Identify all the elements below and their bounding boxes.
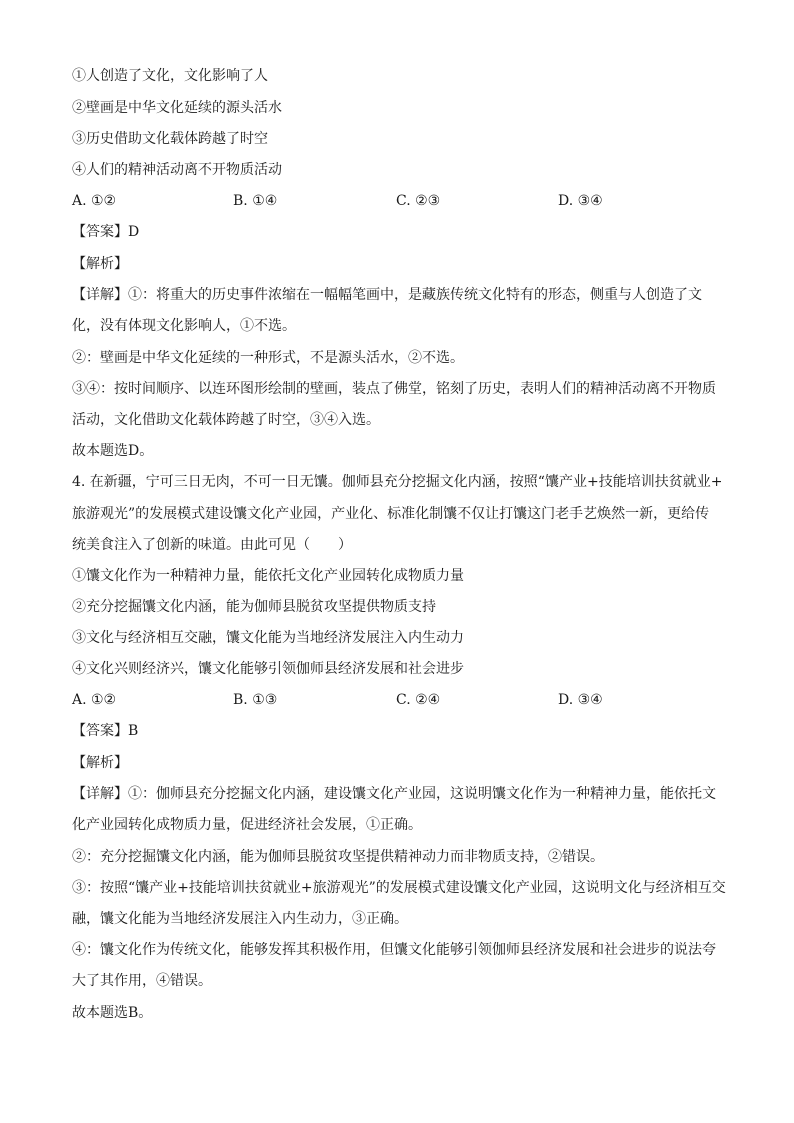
- q4-conclusion: 故本题选B。: [72, 1005, 153, 1021]
- q4-detail-line: 【详解】①：伽师县充分挖掘文化内涵，建设馕文化产业园，这说明馕文化作为一种精神力量，能依托文: [72, 786, 716, 802]
- q4-option-4: ④文化兴则经济兴，馕文化能够引领伽师县经济发展和社会进步: [72, 661, 464, 677]
- q4-option-2: ②充分挖掘馕文化内涵，能为伽师县脱贫攻坚提供物质支持: [72, 599, 436, 615]
- q3-choice-b: B. ①④: [233, 193, 278, 209]
- q3-answer: 【答案】D: [72, 224, 140, 240]
- q3-detail-line: 活动，文化借助文化载体跨越了时空，③④入选。: [72, 412, 380, 428]
- q3-choices: [72, 191, 732, 211]
- q4-detail-line: ④：馕文化作为传统文化，能够发挥其积极作用，但馕文化能够引领伽师县经济发展和社会进步的说法夸: [72, 942, 716, 958]
- q4-detail-line: ③：按照“馕产业+技能培训扶贫就业+旅游观光”的发展模式建设馕文化产业园，这说明文化与经济相互交: [72, 880, 726, 896]
- q4-choice-c: C. ②④: [396, 692, 441, 708]
- q3-option-1: ①人创造了文化，文化影响了人: [72, 68, 268, 84]
- q3-conclusion: 故本题选D。: [72, 443, 154, 459]
- q3-option-3: ③历史借助文化载体跨越了时空: [72, 131, 268, 147]
- q4-option-1: ①馕文化作为一种精神力量，能依托文化产业园转化成物质力量: [72, 568, 464, 584]
- q4-stem-line: 4. 在新疆，宁可三日无肉，不可一日无馕。伽师县充分挖掘文化内涵，按照“馕产业+技能培训扶贫就业+: [72, 474, 723, 490]
- q4-detail-line: 大了其作用，④错误。: [72, 973, 212, 989]
- q4-detail-line: 化产业园转化成物质力量，促进经济社会发展，①正确。: [72, 817, 422, 833]
- q4-detail-line: 融，馕文化能为当地经济发展注入内生动力，③正确。: [72, 911, 408, 927]
- q4-option-3: ③文化与经济相互交融，馕文化能为当地经济发展注入内生动力: [72, 630, 464, 646]
- q4-stem-line: 统美食注入了创新的味道。由此可见（ ）: [72, 537, 352, 553]
- q3-detail-line: 【详解】①：将重大的历史事件浓缩在一幅幅笔画中，是藏族传统文化特有的形态，侧重与人创造了文: [72, 287, 702, 303]
- q3-detail-line: ②：壁画是中华文化延续的一种形式，不是源头活水，②不选。: [72, 350, 464, 366]
- q3-choice-d: D. ③④: [558, 193, 603, 209]
- q4-analysis-label: 【解析】: [72, 755, 128, 771]
- q4-choice-a: A. ①②: [72, 692, 117, 708]
- q4-choice-b: B. ①③: [233, 692, 278, 708]
- q3-option-4: ④人们的精神活动离不开物质活动: [72, 162, 282, 178]
- q4-choices: [72, 690, 732, 710]
- q3-detail-line: ③④：按时间顺序、以连环图形绘制的壁画，装点了佛堂，铭刻了历史，表明人们的精神活动离不开物质: [72, 381, 716, 397]
- q3-choice-a: A. ①②: [72, 193, 117, 209]
- q4-answer: 【答案】B: [72, 723, 139, 739]
- q3-choice-c: C. ②③: [396, 193, 441, 209]
- q4-stem-line: 旅游观光”的发展模式建设馕文化产业园，产业化、标准化制馕不仅让打馕这门老手艺焕然一新，更给传: [72, 506, 710, 522]
- q3-option-2: ②壁画是中华文化延续的源头活水: [72, 100, 282, 116]
- q4-choice-d: D. ③④: [558, 692, 603, 708]
- q4-detail-line: ②：充分挖掘馕文化内涵，能为伽师县脱贫攻坚提供精神动力而非物质支持，②错误。: [72, 849, 604, 865]
- q3-analysis-label: 【解析】: [72, 256, 128, 272]
- q3-detail-line: 化，没有体现文化影响人，①不选。: [72, 318, 296, 334]
